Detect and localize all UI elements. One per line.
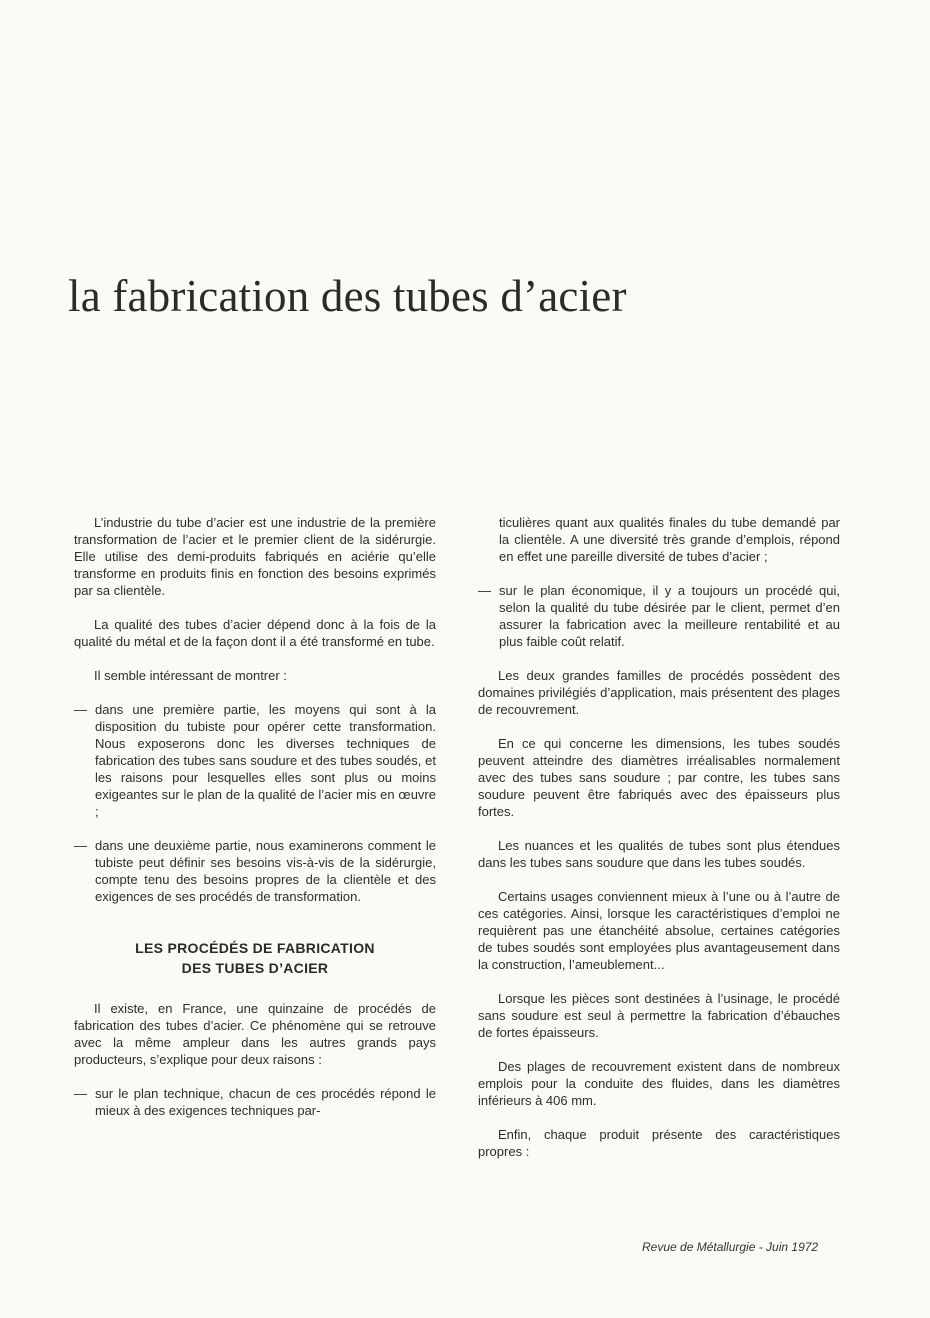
dash-mark: — (478, 583, 491, 598)
dash-item (74, 1085, 436, 1119)
paragraph: L’industrie du tube d’acier est une industrie de la première transformation de l’acier et le premier client de la sidérurgie. Elle utilise des demi-produits fabriqués en aciérie qu’elle transforme en produits finis en fonction des besoins exprimés par sa clientèle. (74, 515, 436, 598)
dash-mark: — (74, 838, 87, 853)
paragraph: Il semble intéressant de montrer : (94, 668, 287, 683)
paragraph: Enfin, chaque produit présente des caractéristiques propres : (478, 1127, 840, 1159)
section-heading (74, 938, 436, 978)
journal-footer: Revue de Métallurgie - Juin 1972 (642, 1240, 819, 1254)
paragraph: Certains usages conviennent mieux à l’une ou à l’autre de ces catégories. Ainsi, lorsque les caractéristiques d’emploi ne requièrent pas une étanchéité absolue, certaines catégories de tubes soudés sont employées plus avantageusement dans la construction, l’ameublement... (478, 889, 840, 972)
paragraph: En ce qui concerne les dimensions, les tubes soudés peuvent atteindre des diamètres irréalisables normalement avec des tubes sans soudure ; par contre, les tubes sans soudure peuvent être fabriqués avec des épaisseurs plus fortes. (478, 736, 840, 819)
paragraph: La qualité des tubes d’acier dépend donc à la fois de la qualité du métal et de la façon dont il a été transformé en tube. (74, 617, 436, 649)
dash-text: dans une deuxième partie, nous examinerons comment le tubiste peut définir ses besoins vis-à-vis de la sidérurgie, compte tenu des besoins propres de la clientèle et des exigences de ses procédés de transformation. (95, 838, 436, 904)
paragraph: Il existe, en France, une quinzaine de procédés de fabrication des tubes d’acier. Ce phénomène qui se retrouve avec la même ampleur dans les autres grands pays producteurs, s’explique pour deux raisons : (74, 1001, 436, 1067)
dash-text: sur le plan technique, chacun de ces procédés répond le mieux à des exigences techniques par- (95, 1086, 436, 1118)
right-column (478, 514, 840, 1160)
dash-item (478, 582, 840, 650)
dash-mark: — (74, 1086, 87, 1101)
section-heading-line: LES PROCÉDÉS DE FABRICATION (135, 940, 375, 956)
section-heading-line: DES TUBES D’ACIER (181, 960, 329, 976)
paragraph-continuation: ticulières quant aux qualités finales du tube demandé par la clientèle. A une diversité très grande d’emplois, répond en effet une pareille diversité de tubes d’acier ; (499, 515, 840, 564)
left-column (74, 514, 436, 1119)
dash-item (74, 837, 436, 905)
paragraph: Des plages de recouvrement existent dans de nombreux emplois pour la conduite des fluides, dans les diamètres inférieurs à 406 mm. (478, 1059, 840, 1108)
paragraph: Lorsque les pièces sont destinées à l’usinage, le procédé sans soudure est seul à permettre la fabrication d’ébauches de fortes épaisseurs. (478, 991, 840, 1040)
paragraph: Les nuances et les qualités de tubes sont plus étendues dans les tubes sans soudure que dans les tubes soudés. (478, 838, 840, 870)
dash-mark: — (74, 702, 87, 717)
article-title: la fabrication des tubes d’acier (68, 271, 627, 321)
dash-item (74, 701, 436, 820)
dash-text: sur le plan économique, il y a toujours un procédé qui, selon la qualité du tube désirée par le client, permet d’en assurer la fabrication avec la meilleure rentabilité et au plus faible coût relatif. (499, 583, 840, 649)
dash-text: dans une première partie, les moyens qui sont à la disposition du tubiste pour opérer cette transformation. Nous exposerons donc les diverses techniques de fabrication des tubes sans soudure et des tubes soudés, et les raisons pour lesquelles elles sont plus ou moins exigeantes sur le plan de la qualité de l’acier mis en œuvre ; (95, 702, 436, 819)
paragraph: Les deux grandes familles de procédés possèdent des domaines privilégiés d’application, mais présentent des plages de recouvrement. (478, 668, 840, 717)
